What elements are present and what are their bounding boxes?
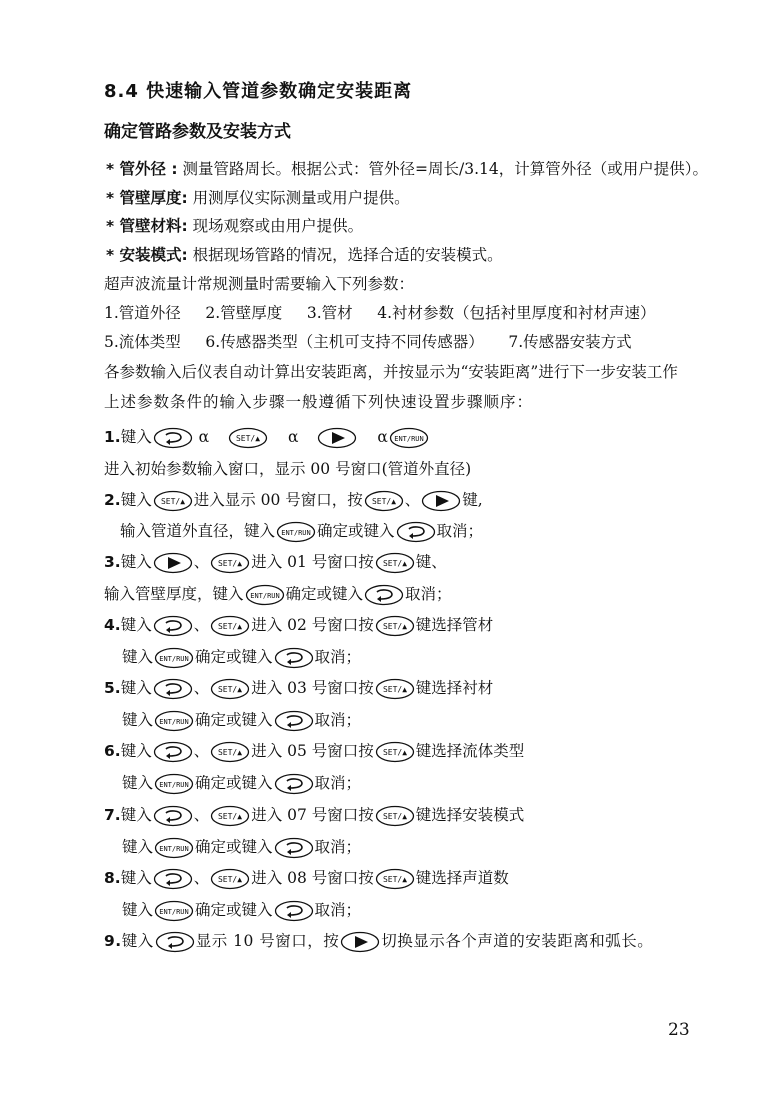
- step-1-desc: 进入初始参数输入窗口，显示 00 号窗口(管道外直径): [104, 460, 472, 478]
- step-1-line: 1.键入 α SET/▲ α α ENT/RUN: [104, 425, 430, 449]
- enter-run-key-icon: [154, 710, 194, 732]
- step-6-confirm: 键入 ENT/RUN 确定或键入 取消；: [122, 771, 361, 795]
- set-up-key-icon: [375, 741, 415, 763]
- return-key-icon: [396, 521, 436, 543]
- return-key-icon: [274, 773, 314, 795]
- right-arrow-key-icon: [153, 552, 193, 574]
- step-7-confirm: 键入 ENT/RUN 确定或键入 取消；: [122, 835, 361, 859]
- set-up-key-icon: [210, 741, 250, 763]
- return-key-icon: [153, 868, 193, 890]
- return-key-icon: [153, 427, 193, 449]
- auto-calc-text: 各参数输入后仪表自动计算出安装距离，并按显示为“安装距离”进行下一步安装工作: [104, 363, 678, 381]
- params-row-1: 1.管道外径 2.管壁厚度 3.管材 4.衬材参数（包括衬里厚度和衬材声速）: [104, 304, 656, 322]
- enter-run-key-icon: [245, 584, 285, 606]
- svg-text:SET/▲: SET/▲: [218, 622, 243, 631]
- set-up-key-icon: [210, 552, 250, 574]
- set-up-key-icon: [375, 868, 415, 890]
- bullet-install-mode: * 安装模式: 根据现场管路的情况，选择合适的安装模式。: [106, 246, 503, 264]
- svg-text:SET/▲: SET/▲: [160, 497, 185, 506]
- svg-text:ENT/RUN: ENT/RUN: [159, 845, 189, 853]
- svg-text:ENT/RUN: ENT/RUN: [159, 908, 189, 916]
- set-up-key-icon: [210, 678, 250, 700]
- enter-run-key-icon: [154, 773, 194, 795]
- step-6-line: 6.键入 、 SET/▲ 进入 05 号窗口按 SET/▲ 键选择流体类型: [104, 739, 524, 763]
- enter-run-key-icon: [276, 521, 316, 543]
- alpha-symbol: α: [287, 428, 299, 446]
- bullet-wall-material: * 管壁材料: 现场观察或由用户提供。: [106, 217, 364, 235]
- enter-run-key-icon: [154, 900, 194, 922]
- svg-text:SET/▲: SET/▲: [371, 497, 396, 506]
- bullet-outer-diameter: * 管外径 : 测量管路周长。根据公式：管外径=周长/3.14，计算管外径（或用户提供）。: [106, 160, 709, 178]
- bullet-wall-thickness: * 管壁厚度: 用测厚仪实际测量或用户提供。: [106, 189, 410, 207]
- set-up-key-icon: [210, 615, 250, 637]
- return-key-icon: [364, 584, 404, 606]
- return-key-icon: [155, 931, 195, 953]
- step-2-confirm: 输入管道外直径，键入 ENT/RUN 确定或键入 取消；: [120, 519, 483, 543]
- svg-text:SET/▲: SET/▲: [218, 875, 243, 884]
- page-number: 23: [668, 1020, 690, 1040]
- enter-run-key-icon: [389, 427, 429, 449]
- step-9-line: 9.键入 显示 10 号窗口，按 切换显示各个声道的安装距离和弧长。: [104, 929, 653, 953]
- steps-intro: 上述参数条件的输入步骤一般遵循下列快速设置步骤顺序：: [104, 393, 534, 411]
- step-7-line: 7.键入 、 SET/▲ 进入 07 号窗口按 SET/▲ 键选择安装模式: [104, 803, 524, 827]
- alpha-symbol: α: [377, 428, 388, 446]
- svg-text:SET/▲: SET/▲: [236, 434, 261, 443]
- svg-text:ENT/RUN: ENT/RUN: [159, 718, 189, 726]
- subtitle: 确定管路参数及安装方式: [104, 122, 291, 142]
- return-key-icon: [274, 710, 314, 732]
- step-2-line: 2.键入 SET/▲ 进入显示 00 号窗口，按 SET/▲ 、 键,: [104, 488, 483, 512]
- set-up-key-icon: [210, 805, 250, 827]
- right-arrow-key-icon: [317, 427, 357, 449]
- svg-text:SET/▲: SET/▲: [382, 559, 407, 568]
- return-key-icon: [153, 805, 193, 827]
- svg-text:ENT/RUN: ENT/RUN: [159, 655, 189, 663]
- step-4-line: 4.键入 、 SET/▲ 进入 02 号窗口按 SET/▲ 键选择管材: [104, 613, 493, 637]
- step-3-confirm: 输入管壁厚度，键入 ENT/RUN 确定或键入 取消；: [104, 582, 452, 606]
- set-up-key-icon: [228, 427, 268, 449]
- svg-text:ENT/RUN: ENT/RUN: [281, 529, 311, 537]
- return-key-icon: [153, 678, 193, 700]
- right-arrow-key-icon: [421, 490, 461, 512]
- right-arrow-key-icon: [340, 931, 380, 953]
- svg-text:ENT/RUN: ENT/RUN: [394, 435, 424, 443]
- set-up-key-icon: [375, 615, 415, 637]
- alpha-symbol: α: [198, 428, 210, 446]
- step-3-line: 3.键入 、 SET/▲ 进入 01 号窗口按 SET/▲ 键、: [104, 550, 447, 574]
- svg-text:SET/▲: SET/▲: [382, 748, 407, 757]
- return-key-icon: [274, 837, 314, 859]
- return-key-icon: [274, 900, 314, 922]
- step-8-line: 8.键入 、 SET/▲ 进入 08 号窗口按 SET/▲ 键选择声道数: [104, 866, 509, 890]
- set-up-key-icon: [364, 490, 404, 512]
- svg-text:SET/▲: SET/▲: [218, 748, 243, 757]
- enter-run-key-icon: [154, 837, 194, 859]
- set-up-key-icon: [153, 490, 193, 512]
- svg-text:SET/▲: SET/▲: [382, 622, 407, 631]
- params-row-2: 5.流体类型 6.传感器类型（主机可支持不同传感器） 7.传感器安装方式: [104, 333, 632, 351]
- set-up-key-icon: [210, 868, 250, 890]
- svg-text:SET/▲: SET/▲: [382, 875, 407, 884]
- return-key-icon: [153, 615, 193, 637]
- set-up-key-icon: [375, 678, 415, 700]
- svg-text:SET/▲: SET/▲: [218, 685, 243, 694]
- step-5-line: 5.键入 、 SET/▲ 进入 03 号窗口按 SET/▲ 键选择衬材: [104, 676, 493, 700]
- step-8-confirm: 键入 ENT/RUN 确定或键入 取消；: [122, 898, 361, 922]
- svg-text:SET/▲: SET/▲: [218, 812, 243, 821]
- step-5-confirm: 键入 ENT/RUN 确定或键入 取消；: [122, 708, 361, 732]
- svg-text:ENT/RUN: ENT/RUN: [249, 592, 280, 600]
- section-title: 8.4 快速输入管道参数确定安装距离: [104, 81, 413, 102]
- return-key-icon: [274, 647, 314, 669]
- svg-text:ENT/RUN: ENT/RUN: [159, 781, 189, 789]
- step-4-confirm: 键入 ENT/RUN 确定或键入 取消；: [122, 645, 361, 669]
- intro-text: 超声波流量计常规测量时需要输入下列参数：: [104, 275, 415, 293]
- enter-run-key-icon: [154, 647, 194, 669]
- svg-text:SET/▲: SET/▲: [382, 812, 407, 821]
- svg-text:SET/▲: SET/▲: [218, 559, 243, 568]
- set-up-key-icon: [375, 805, 415, 827]
- return-key-icon: [153, 741, 193, 763]
- svg-text:SET/▲: SET/▲: [382, 685, 407, 694]
- set-up-key-icon: [375, 552, 415, 574]
